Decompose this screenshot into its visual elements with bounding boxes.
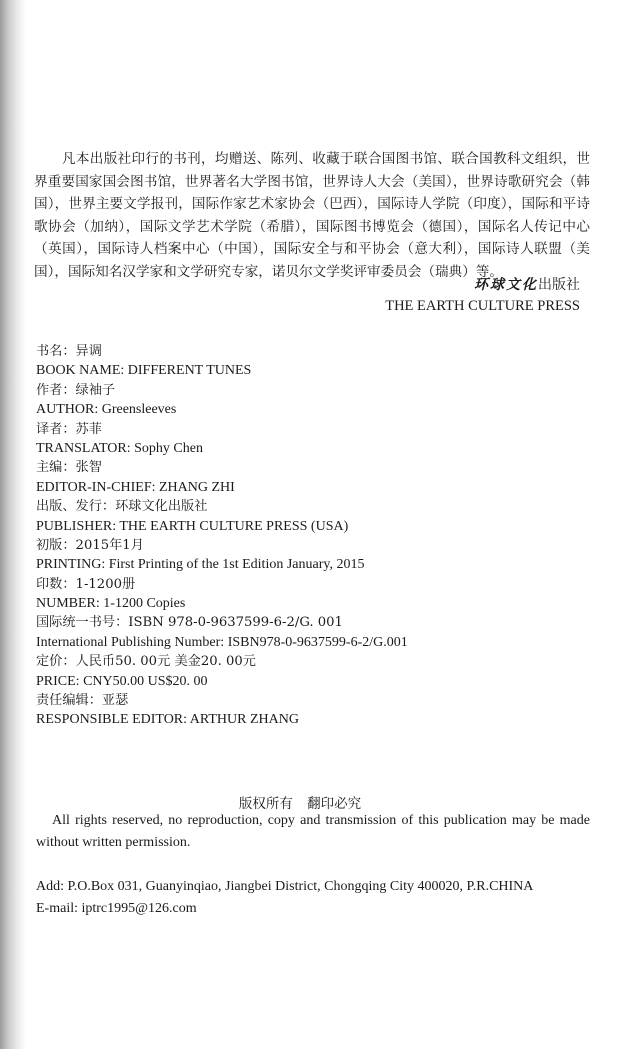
address-line: Add: P.O.Box 031, Guanyinqiao, Jiangbei District, Chongqing City 400020, P.R.CHINA xyxy=(36,879,534,894)
detail-line: 作者：绿袖子 xyxy=(36,382,116,398)
publisher-name-en: THE EARTH CULTURE PRESS xyxy=(385,298,580,314)
rights-title: 版权所有 翻印必究 xyxy=(238,796,362,812)
detail-line: 初版：2015年1月 xyxy=(36,537,144,553)
publisher-name-cn xyxy=(474,274,580,294)
intro-paragraph: 凡本出版社印行的书刊，均赠送、陈列、收藏于联合国图书馆、联合国教科文组织，世界重要国家国会图书馆，世界著名大学图书馆，世界诗人大会（美国），世界诗歌研究会（韩国），世界主要文学报刊，国际作家艺术家协会（巴西），国际诗人学院（印度），国际和平诗歌协会（加纳），国际文学艺术学院（希腊），国际图书博览会（德国），国际名人传记中心（英国），国际诗人档案中心（中国），国际安全与和平协会（意大利），国际诗人联盟（美国），国际知名汉学家和文学研究专家，诺贝尔文学奖评审委员会（瑞典）等。 xyxy=(34,151,590,280)
detail-line: 责任编辑：亚瑟 xyxy=(36,693,129,709)
detail-line: 国际统一书号：ISBN 978-0-9637599-6-2/G. 001 xyxy=(36,615,343,631)
publisher-suffix-cn: 出版社 xyxy=(538,277,580,293)
contact-info xyxy=(36,876,596,920)
detail-line: 印数：1-1200册 xyxy=(36,576,136,592)
detail-line: 译者：苏菲 xyxy=(36,421,102,437)
detail-line: AUTHOR: Greensleeves xyxy=(36,402,177,418)
detail-line: RESPONSIBLE EDITOR: ARTHUR ZHANG xyxy=(36,712,299,728)
detail-line: 出版、发行：环球文化出版社 xyxy=(36,499,208,515)
detail-line: NUMBER: 1-1200 Copies xyxy=(36,596,186,612)
binding-shadow xyxy=(0,0,26,1049)
detail-line: TRANSLATOR: Sophy Chen xyxy=(36,440,203,456)
detail-line: International Publishing Number: ISBN978-0-9637599-6-2/G.001 xyxy=(36,634,408,650)
detail-line: PRICE: CNY50.00 US$20. 00 xyxy=(36,673,208,689)
detail-line: 书名：异调 xyxy=(36,344,102,359)
email-line: E-mail: iptrc1995@126.com xyxy=(36,901,197,916)
publisher-brand-cn: 环球文化 xyxy=(474,277,538,293)
detail-line: 定价：人民币50. 00元 美金20. 00元 xyxy=(36,654,256,670)
rights-statement: All rights reserved, no reproduction, copy and transmission of this publication may be made without written permission. xyxy=(36,813,590,850)
detail-line: PUBLISHER: THE EARTH CULTURE PRESS (USA) xyxy=(36,518,349,534)
detail-line: EDITOR-IN-CHIEF: ZHANG ZHI xyxy=(36,479,235,495)
detail-line: BOOK NAME: DIFFERENT TUNES xyxy=(36,363,252,379)
detail-line: 主编：张智 xyxy=(36,460,102,476)
detail-line: PRINTING: First Printing of the 1st Edition January, 2015 xyxy=(36,557,365,573)
book-details-list xyxy=(36,342,596,730)
